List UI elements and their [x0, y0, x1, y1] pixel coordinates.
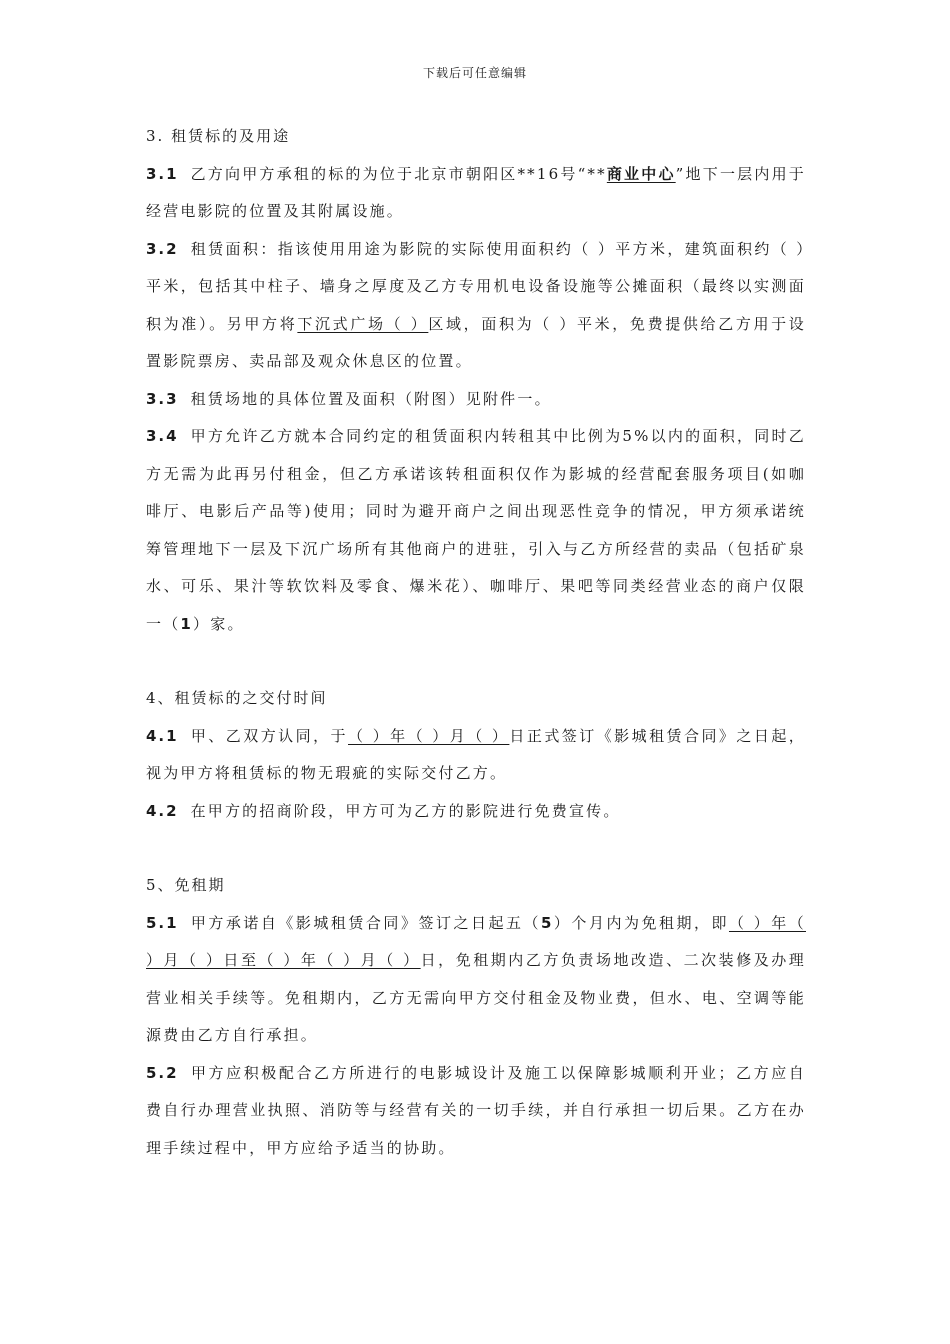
- section-spacer: [146, 643, 806, 680]
- clause-number: 3.2: [146, 239, 179, 258]
- clause-emphasis: 5: [540, 913, 554, 932]
- clause-number: 5.2: [146, 1063, 179, 1082]
- clause-number: 4.1: [146, 726, 179, 745]
- section-3-title: 3. 租赁标的及用途: [146, 127, 291, 145]
- clause-text: 租赁场地的具体位置及面积（附图）见附件一。: [190, 389, 552, 408]
- clause-5-1: [146, 905, 806, 1055]
- clause-blank: （ ）年（ ）月（ ）: [348, 726, 510, 745]
- clause-text: 日正式签订《影城租赁合同》之日起，视为甲方将租赁标的物无瑕疵的实际交付乙方。: [146, 726, 806, 782]
- clause-text: 区域，面积为（ ）平米，免费提供给乙方用于设置影院票房、卖品部及观众休息区的位置。: [146, 314, 807, 370]
- clause-number: 3.3: [146, 389, 179, 408]
- clause-text: 在甲方的招商阶段，甲方可为乙方的影院进行免费宣传。: [190, 801, 621, 820]
- section-spacer: [146, 830, 806, 867]
- clause-text: 租赁面积：指该使用用途为影院的实际使用面积约（ ）平方米，建筑面积约（ ）平米，包括其中柱子、墙身之厚度及乙方专用机电设备设施等公摊面积（最终以实测面积为准）。另甲方将: [146, 239, 806, 333]
- clause-text: ）家。: [193, 614, 245, 633]
- clause-4-2: [146, 793, 806, 831]
- clause-text: ”地下一层内用于经营电影院的位置及其附属设施。: [146, 164, 806, 220]
- clause-emphasis: 商业中心: [606, 164, 676, 183]
- clause-text: 乙方向甲方承租的标的为位于北京市朝阳区**16号“**: [190, 164, 607, 183]
- clause-text: 甲方应积极配合乙方所进行的电影城设计及施工以保障影城顺利开业；乙方应自费自行办理营业执照、消防等与经营有关的一切手续，并自行承担一切后果。乙方在办理手续过程中，甲方应给予适当的协助。: [146, 1063, 806, 1157]
- section-5-title: 5、免租期: [146, 876, 226, 894]
- section-4-title: 4、租赁标的之交付时间: [146, 689, 328, 707]
- clause-5-2: [146, 1055, 806, 1168]
- clause-blank: 下沉式广场（ ）: [297, 314, 429, 333]
- clause-4-1: [146, 718, 806, 793]
- clause-text: 日，免租期内乙方负责场地改造、二次装修及办理营业相关手续等。免租期内，乙方无需向甲方交付租金及物业费，但水、电、空调等能源费由乙方自行承担。: [146, 951, 806, 1044]
- clause-3-4: [146, 418, 806, 643]
- clause-text: 甲、乙双方认同，于: [190, 726, 348, 745]
- clause-text: 甲方允许乙方就本合同约定的租赁面积内转租其中比例为5%以内的面积，同时乙方无需为此再另付租金，但乙方承诺该转租面积仅作为影城的经营配套服务项目(如咖啡厅、电影后产品等)使用；同时为避开商户之间出现恶性竞争的情况，甲方须承诺统筹管理地下一层及下沉广场所有其他商户的进驻，引入与乙方所经营的卖品（包括矿泉水、可乐、果汁等软饮料及零食、爆米花）、咖啡厅、果吧等同类经营业态的商户仅限一（: [146, 427, 806, 633]
- clause-number: 3.4: [146, 427, 179, 445]
- clause-number: 3.1: [146, 164, 179, 183]
- clause-emphasis: 1: [180, 614, 194, 633]
- clause-text: ）个月内为免租期，即: [553, 913, 729, 932]
- clause-number: 4.2: [146, 801, 179, 820]
- clause-3-3: [146, 381, 806, 419]
- clause-number: 5.1: [146, 913, 179, 932]
- clause-blank: （ ）年（ ）月（ ）日至（ ）年（ ）月（ ）: [146, 913, 806, 969]
- page-header: 下载后可任意编辑: [422, 66, 527, 80]
- clause-3-2: [146, 231, 806, 381]
- document-body: [146, 118, 806, 1167]
- clause-text: 甲方承诺自《影城租赁合同》签订之日起五（: [190, 913, 541, 932]
- clause-3-1: [146, 156, 806, 231]
